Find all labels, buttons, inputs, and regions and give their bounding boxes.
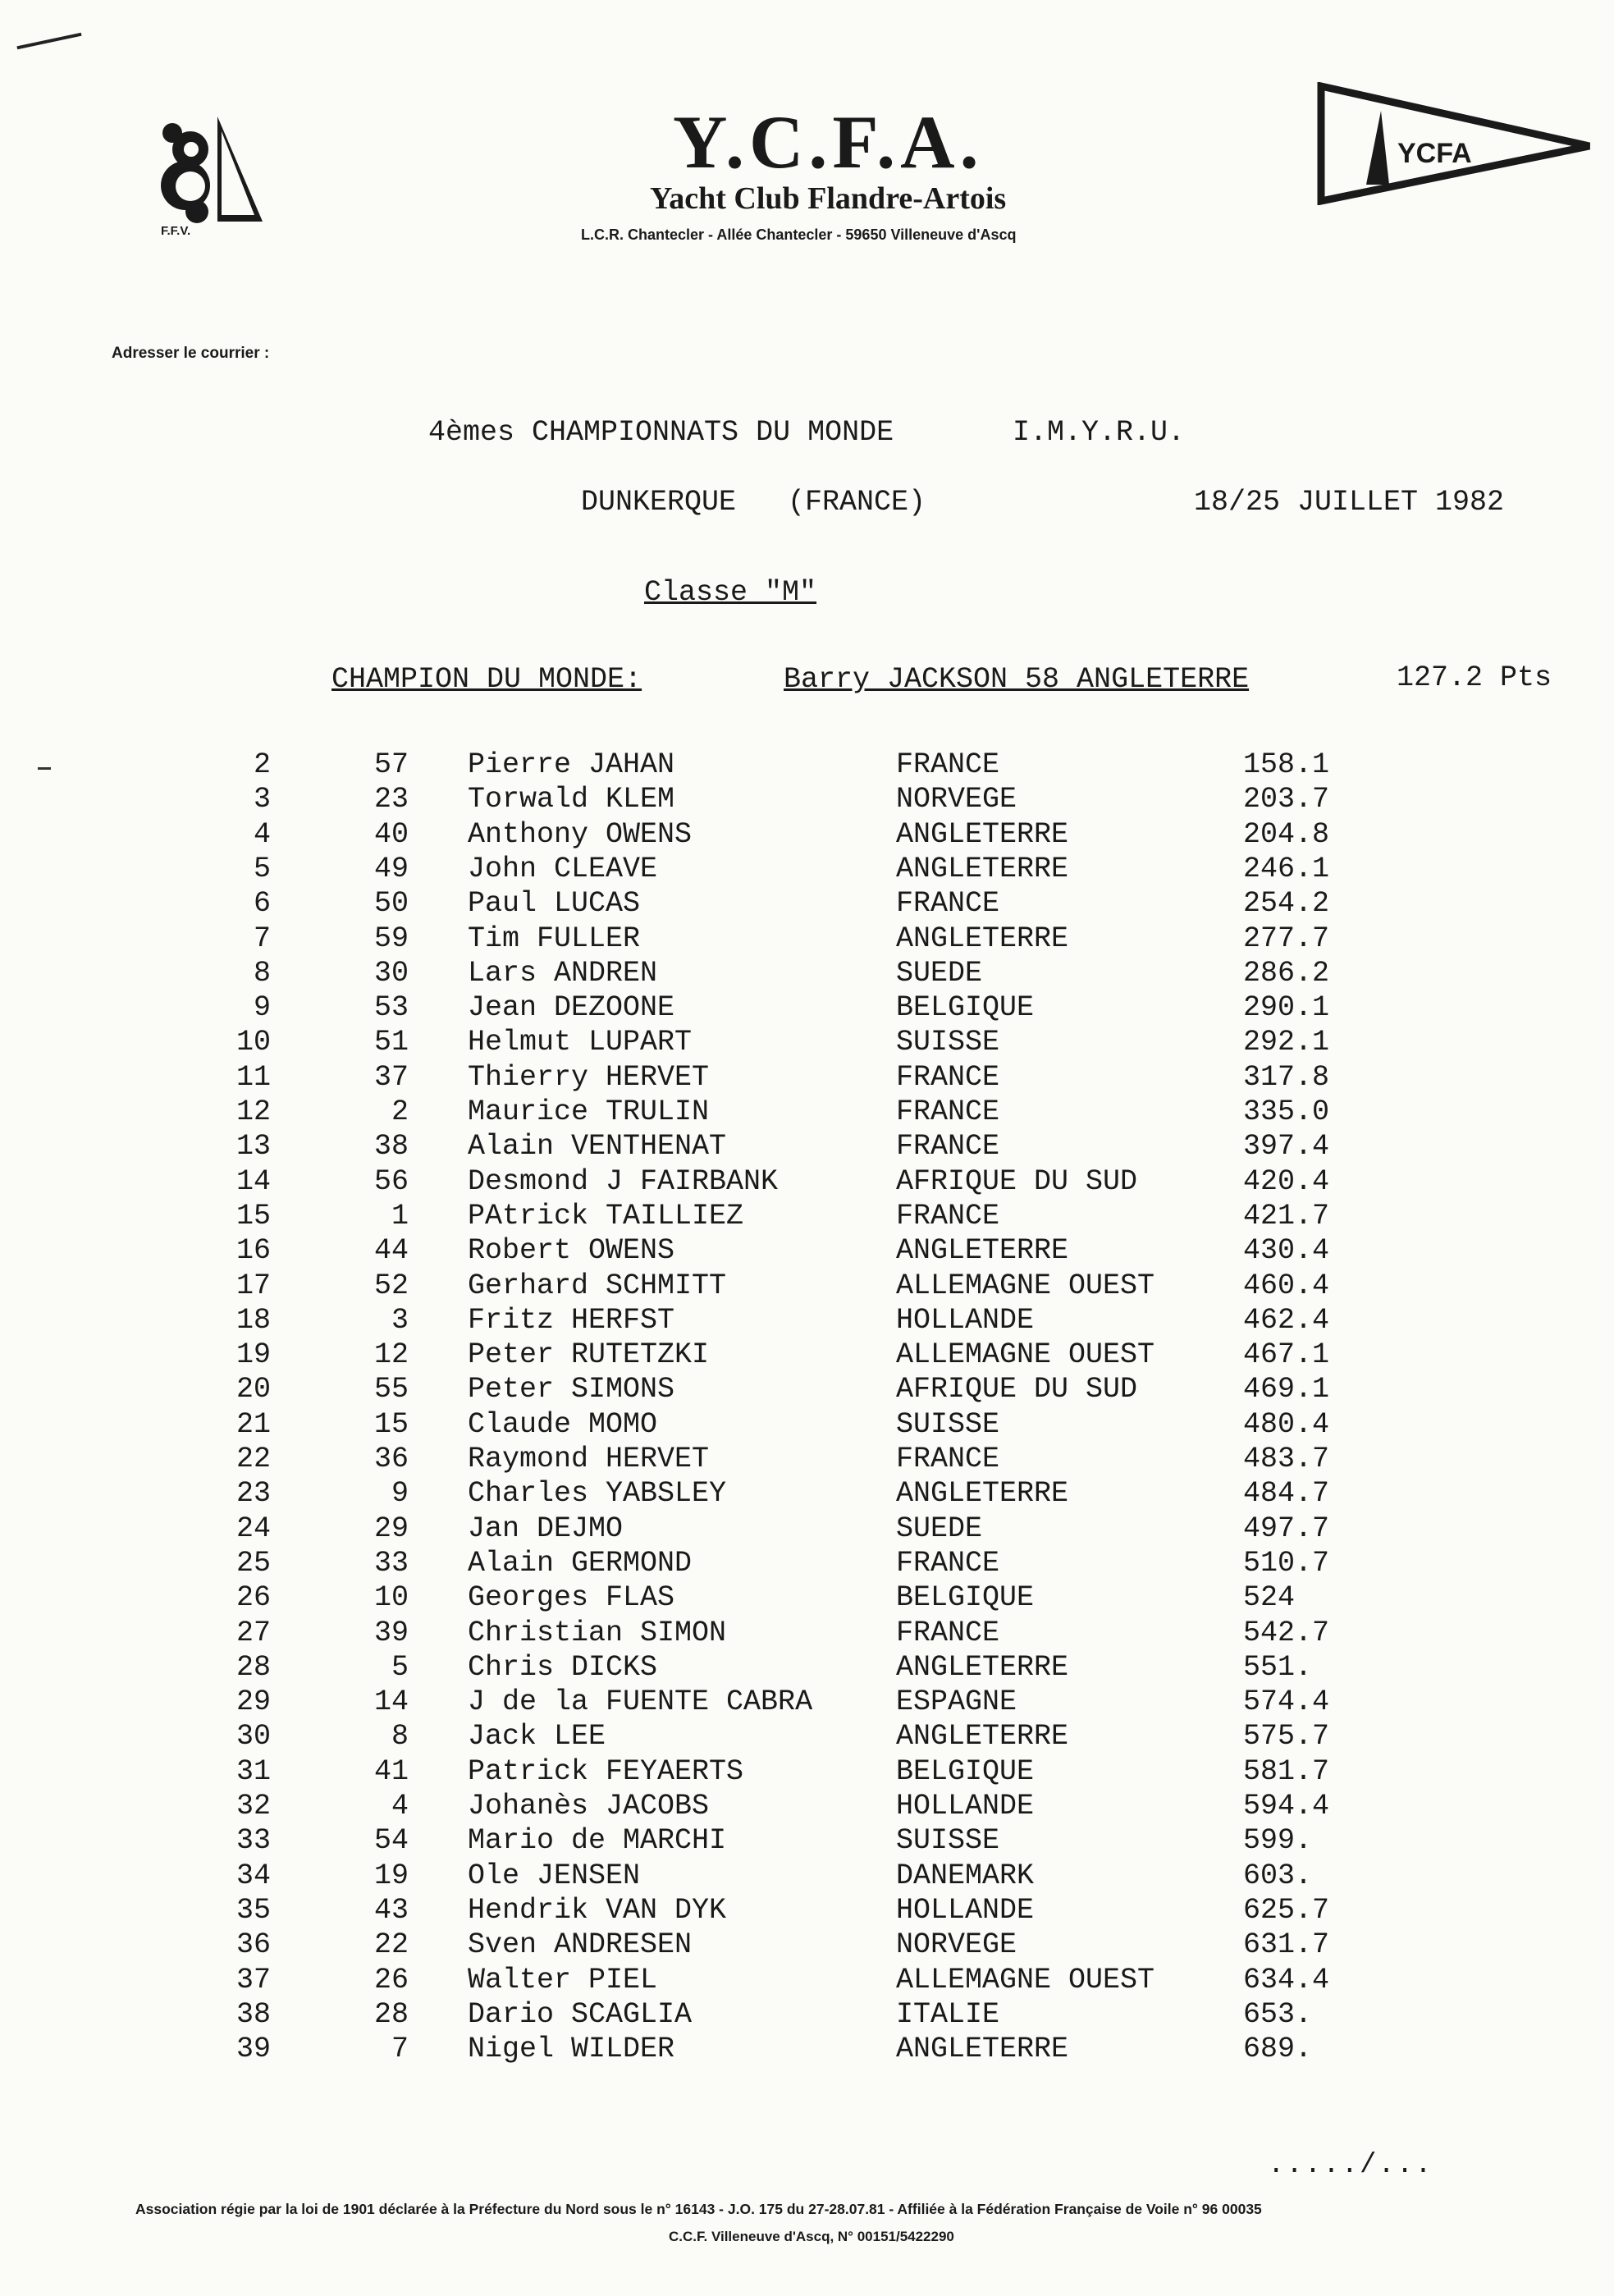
points-cell: 204.8 — [1243, 817, 1330, 851]
ycfa-pennant-icon — [1317, 82, 1596, 205]
country-cell: ANGLETERRE — [896, 852, 1069, 885]
country-cell: FRANCE — [896, 1443, 1000, 1475]
sail-number-cell: 52 — [373, 1269, 409, 1302]
points-cell: 462.4 — [1243, 1303, 1330, 1337]
sail-number-cell: 38 — [373, 1130, 409, 1164]
rank-cell: 9 — [253, 991, 271, 1025]
sail-number-cell: 55 — [373, 1373, 409, 1406]
points-cell: 634.4 — [1243, 1963, 1330, 1996]
table-row — [0, 1234, 1614, 1269]
country-cell: NORVEGE — [896, 783, 1017, 816]
footer-account: C.C.F. Villeneuve d'Ascq, N° 00151/5422290 — [669, 2229, 954, 2244]
points-cell: 277.7 — [1243, 922, 1330, 955]
rank-cell: 35 — [235, 1893, 271, 1927]
points-cell: 483.7 — [1243, 1443, 1330, 1475]
points-cell: 581.7 — [1243, 1754, 1330, 1788]
country-cell: FRANCE — [896, 1546, 1000, 1580]
table-row — [0, 1477, 1614, 1512]
sail-number-cell: 37 — [373, 1060, 409, 1094]
rank-cell: 7 — [253, 922, 271, 955]
skipper-cell: Fritz HERFST — [468, 1303, 675, 1337]
sail-number-cell: 51 — [373, 1026, 409, 1059]
table-row — [0, 1859, 1614, 1894]
country-cell: FRANCE — [896, 887, 1000, 921]
country-cell: ALLEMAGNE OUEST — [896, 1963, 1155, 1996]
country-cell: ANGLETERRE — [896, 817, 1069, 851]
country-cell: FRANCE — [896, 748, 1000, 781]
skipper-cell: Hendrik VAN DYK — [468, 1893, 727, 1927]
skipper-cell: Peter SIMONS — [468, 1373, 675, 1406]
sail-number-cell: 56 — [373, 1164, 409, 1198]
ffv-logo-icon — [139, 107, 271, 230]
rank-cell: 20 — [235, 1373, 271, 1406]
sail-number-cell: 1 — [391, 1199, 409, 1233]
skipper-cell: Gerhard SCHMITT — [468, 1269, 727, 1302]
points-cell: 335.0 — [1243, 1095, 1330, 1128]
rank-cell: 15 — [235, 1199, 271, 1233]
points-cell: 254.2 — [1243, 887, 1330, 921]
skipper-cell: Charles YABSLEY — [468, 1477, 727, 1511]
table-row — [0, 1443, 1614, 1477]
skipper-cell: Torwald KLEM — [468, 783, 675, 816]
sail-number-cell: 9 — [391, 1477, 409, 1511]
points-cell: 480.4 — [1243, 1407, 1330, 1441]
rank-cell: 17 — [235, 1269, 271, 1302]
country-cell: BELGIQUE — [896, 1754, 1035, 1788]
rank-cell: 18 — [235, 1303, 271, 1337]
sail-number-cell: 41 — [373, 1754, 409, 1788]
country-cell: FRANCE — [896, 1060, 1000, 1094]
skipper-cell: Helmut LUPART — [468, 1026, 693, 1059]
table-row — [0, 991, 1614, 1026]
sail-number-cell: 54 — [373, 1824, 409, 1858]
points-cell: 574.4 — [1243, 1685, 1330, 1719]
club-address: L.C.R. Chantecler - Allée Chantecler - 59650 Villeneuve d'Ascq — [581, 226, 1017, 243]
skipper-cell: Jan DEJMO — [468, 1512, 624, 1545]
rank-cell: 14 — [235, 1164, 271, 1198]
sail-number-cell: 8 — [391, 1720, 409, 1754]
skipper-cell: Paul LUCAS — [468, 887, 641, 921]
table-row — [0, 1928, 1614, 1963]
skipper-cell: J de la FUENTE CABRA — [468, 1685, 813, 1719]
points-cell: 292.1 — [1243, 1026, 1330, 1059]
skipper-cell: Alain GERMOND — [468, 1546, 693, 1580]
sail-number-cell: 26 — [373, 1963, 409, 1996]
country-cell: FRANCE — [896, 1616, 1000, 1649]
class-line: Classe "M" — [644, 576, 817, 609]
sail-number-cell: 39 — [373, 1616, 409, 1649]
points-cell: 397.4 — [1243, 1130, 1330, 1164]
sail-number-cell: 44 — [373, 1234, 409, 1268]
skipper-cell: Dario SCAGLIA — [468, 1997, 693, 2031]
points-cell: 603. — [1243, 1859, 1313, 1892]
skipper-cell: Nigel WILDER — [468, 2033, 675, 2066]
organization: I.M.Y.R.U. — [1013, 416, 1186, 449]
country-cell: SUISSE — [896, 1026, 1000, 1059]
table-row — [0, 1581, 1614, 1616]
rank-cell: 6 — [253, 887, 271, 921]
sail-number-cell: 12 — [373, 1338, 409, 1372]
country-cell: ALLEMAGNE OUEST — [896, 1269, 1155, 1302]
points-cell: 524 — [1243, 1581, 1296, 1615]
sail-number-cell: 22 — [373, 1928, 409, 1962]
table-row — [0, 1130, 1614, 1164]
points-cell: 460.4 — [1243, 1269, 1330, 1302]
skipper-cell: Ole JENSEN — [468, 1859, 641, 1892]
sail-number-cell: 57 — [373, 748, 409, 781]
country-cell: HOLLANDE — [896, 1303, 1035, 1337]
skipper-cell: Walter PIEL — [468, 1963, 658, 1996]
skipper-cell: Peter RUTETZKI — [468, 1338, 710, 1372]
mail-label: Adresser le courrier : — [112, 345, 270, 362]
table-row — [0, 1512, 1614, 1547]
country-cell: BELGIQUE — [896, 991, 1035, 1025]
country-cell: FRANCE — [896, 1130, 1000, 1164]
table-row — [0, 1685, 1614, 1720]
champion-name: Barry JACKSON 58 ANGLETERRE — [784, 663, 1250, 696]
champion-points: 127.2 Pts — [1397, 661, 1552, 694]
skipper-cell: Pierre JAHAN — [468, 748, 675, 781]
points-cell: 497.7 — [1243, 1512, 1330, 1545]
rank-cell: 30 — [235, 1720, 271, 1754]
points-cell: 203.7 — [1243, 783, 1330, 816]
table-row — [0, 1894, 1614, 1928]
rank-cell: 37 — [235, 1963, 271, 1996]
points-cell: 689. — [1243, 2033, 1313, 2066]
venue-country: (FRANCE) — [788, 486, 926, 519]
skipper-cell: Sven ANDRESEN — [468, 1928, 693, 1962]
sail-number-cell: 30 — [373, 956, 409, 990]
country-cell: FRANCE — [896, 1095, 1000, 1128]
points-cell: 575.7 — [1243, 1720, 1330, 1754]
country-cell: AFRIQUE DU SUD — [896, 1373, 1138, 1406]
sail-number-cell: 2 — [391, 1095, 409, 1128]
points-cell: 290.1 — [1243, 991, 1330, 1025]
country-cell: ANGLETERRE — [896, 922, 1069, 955]
sail-number-cell: 28 — [373, 1997, 409, 2031]
country-cell: ANGLETERRE — [896, 1650, 1069, 1684]
country-cell: FRANCE — [896, 1199, 1000, 1233]
table-row — [0, 1755, 1614, 1790]
table-row — [0, 748, 1614, 783]
rank-cell: 3 — [253, 783, 271, 816]
table-row — [0, 783, 1614, 817]
skipper-cell: Robert OWENS — [468, 1234, 675, 1268]
rank-cell: 2 — [253, 748, 271, 781]
skipper-cell: John CLEAVE — [468, 852, 658, 885]
footer-association: Association régie par la loi de 1901 déclarée à la Préfecture du Nord sous le n° 16143 - J.O. 175 du 27-28.07.81 - Affiliée à la Fédération Française de Voile n° 96 00035 — [135, 2201, 1262, 2217]
skipper-cell: Jean DEZOONE — [468, 991, 675, 1025]
table-row — [0, 1269, 1614, 1304]
rank-cell: 28 — [235, 1650, 271, 1684]
table-row — [0, 1061, 1614, 1095]
skipper-cell: Georges FLAS — [468, 1581, 675, 1615]
points-cell: 510.7 — [1243, 1546, 1330, 1580]
rank-cell: 12 — [235, 1095, 271, 1128]
rank-cell: 13 — [235, 1130, 271, 1164]
country-cell: BELGIQUE — [896, 1581, 1035, 1615]
country-cell: SUEDE — [896, 956, 983, 990]
points-cell: 420.4 — [1243, 1164, 1330, 1198]
champion-label: CHAMPION DU MONDE: — [331, 663, 642, 696]
country-cell: SUISSE — [896, 1824, 1000, 1858]
sail-number-cell: 23 — [373, 783, 409, 816]
rank-cell: 21 — [235, 1407, 271, 1441]
country-cell: HOLLANDE — [896, 1790, 1035, 1823]
table-row — [0, 922, 1614, 957]
skipper-cell: Lars ANDREN — [468, 956, 658, 990]
points-cell: 469.1 — [1243, 1373, 1330, 1406]
sail-number-cell: 19 — [373, 1859, 409, 1892]
rank-cell: 36 — [235, 1928, 271, 1962]
rank-cell: 39 — [235, 2033, 271, 2066]
sail-number-cell: 7 — [391, 2033, 409, 2066]
skipper-cell: Johanès JACOBS — [468, 1790, 710, 1823]
sail-number-cell: 5 — [391, 1650, 409, 1684]
table-row — [0, 853, 1614, 887]
table-row — [0, 1200, 1614, 1234]
sail-number-cell: 53 — [373, 991, 409, 1025]
points-cell: 653. — [1243, 1997, 1313, 2031]
country-cell: ANGLETERRE — [896, 1720, 1069, 1754]
sail-number-cell: 33 — [373, 1546, 409, 1580]
sail-number-cell: 50 — [373, 887, 409, 921]
rank-cell: 38 — [235, 1997, 271, 2031]
table-row — [0, 1095, 1614, 1130]
country-cell: ANGLETERRE — [896, 1234, 1069, 1268]
rank-cell: 23 — [235, 1477, 271, 1511]
table-row — [0, 1408, 1614, 1443]
club-acronym: Y.C.F.A. — [673, 100, 984, 184]
rank-cell: 29 — [235, 1685, 271, 1719]
table-row — [0, 2033, 1614, 2067]
points-cell: 467.1 — [1243, 1338, 1330, 1372]
ffv-label: F.F.V. — [161, 224, 191, 238]
skipper-cell: Desmond J FAIRBANK — [468, 1164, 779, 1198]
sail-number-cell: 14 — [373, 1685, 409, 1719]
points-cell: 421.7 — [1243, 1199, 1330, 1233]
country-cell: ITALIE — [896, 1997, 1000, 2031]
sail-number-cell: 43 — [373, 1893, 409, 1927]
continued-marker: ...../... — [1268, 2150, 1433, 2181]
table-row — [0, 1790, 1614, 1824]
table-row — [0, 957, 1614, 991]
country-cell: DANEMARK — [896, 1859, 1035, 1892]
table-row — [0, 1373, 1614, 1407]
points-cell: 594.4 — [1243, 1790, 1330, 1823]
rank-cell: 22 — [235, 1443, 271, 1475]
country-cell: ALLEMAGNE OUEST — [896, 1338, 1155, 1372]
pen-mark — [16, 33, 81, 50]
rank-cell: 24 — [235, 1512, 271, 1545]
points-cell: 551. — [1243, 1650, 1313, 1684]
event-dates: 18/25 JUILLET 1982 — [1194, 486, 1505, 519]
rank-cell: 34 — [235, 1859, 271, 1892]
rank-cell: 11 — [235, 1060, 271, 1094]
sail-number-cell: 36 — [373, 1443, 409, 1475]
table-row — [0, 818, 1614, 853]
venue: DUNKERQUE — [581, 486, 737, 519]
table-row — [0, 1651, 1614, 1685]
rank-cell: 5 — [253, 852, 271, 885]
sail-number-cell: 4 — [391, 1790, 409, 1823]
skipper-cell: Jack LEE — [468, 1720, 606, 1754]
table-row — [0, 1964, 1614, 1998]
sail-number-cell: 40 — [373, 817, 409, 851]
skipper-cell: Anthony OWENS — [468, 817, 693, 851]
table-row — [0, 1720, 1614, 1754]
points-cell: 599. — [1243, 1824, 1313, 1858]
country-cell: ANGLETERRE — [896, 2033, 1069, 2066]
table-row — [0, 1338, 1614, 1373]
country-cell: SUISSE — [896, 1407, 1000, 1441]
rank-cell: 31 — [235, 1754, 271, 1788]
points-cell: 631.7 — [1243, 1928, 1330, 1962]
skipper-cell: Chris DICKS — [468, 1650, 658, 1684]
skipper-cell: Thierry HERVET — [468, 1060, 710, 1094]
skipper-cell: Claude MOMO — [468, 1407, 658, 1441]
sail-number-cell: 49 — [373, 852, 409, 885]
rank-cell: 8 — [253, 956, 271, 990]
skipper-cell: Patrick FEYAERTS — [468, 1754, 744, 1788]
rank-cell: 33 — [235, 1824, 271, 1858]
rank-cell: 25 — [235, 1546, 271, 1580]
club-name: Yacht Club Flandre-Artois — [650, 181, 1007, 216]
points-cell: 625.7 — [1243, 1893, 1330, 1927]
table-row — [0, 1165, 1614, 1200]
skipper-cell: Raymond HERVET — [468, 1443, 710, 1475]
rank-cell: 26 — [235, 1581, 271, 1615]
rank-cell: 32 — [235, 1790, 271, 1823]
points-cell: 430.4 — [1243, 1234, 1330, 1268]
country-cell: AFRIQUE DU SUD — [896, 1164, 1138, 1198]
table-row — [0, 1617, 1614, 1651]
skipper-cell: Mario de MARCHI — [468, 1824, 727, 1858]
table-row — [0, 1824, 1614, 1859]
sail-number-cell: 59 — [373, 922, 409, 955]
skipper-cell: Christian SIMON — [468, 1616, 727, 1649]
table-row — [0, 1304, 1614, 1338]
championship-title: 4èmes CHAMPIONNATS DU MONDE — [428, 416, 894, 449]
country-cell: ESPAGNE — [896, 1685, 1017, 1719]
sail-number-cell: 29 — [373, 1512, 409, 1545]
points-cell: 246.1 — [1243, 852, 1330, 885]
rank-cell: 27 — [235, 1616, 271, 1649]
sail-number-cell: 15 — [373, 1407, 409, 1441]
rank-cell: 19 — [235, 1338, 271, 1372]
skipper-cell: PAtrick TAILLIEZ — [468, 1199, 744, 1233]
points-cell: 484.7 — [1243, 1477, 1330, 1511]
table-row — [0, 1547, 1614, 1581]
country-cell: HOLLANDE — [896, 1893, 1035, 1927]
table-row — [0, 1026, 1614, 1060]
country-cell: NORVEGE — [896, 1928, 1017, 1962]
rank-cell: 4 — [253, 817, 271, 851]
points-cell: 158.1 — [1243, 748, 1330, 781]
pennant-text: YCFA — [1397, 138, 1472, 169]
country-cell: ANGLETERRE — [896, 1477, 1069, 1511]
points-cell: 317.8 — [1243, 1060, 1330, 1094]
rank-cell: 16 — [235, 1234, 271, 1268]
skipper-cell: Maurice TRULIN — [468, 1095, 710, 1128]
rank-cell: 10 — [235, 1026, 271, 1059]
sail-number-cell: 10 — [373, 1581, 409, 1615]
points-cell: 542.7 — [1243, 1616, 1330, 1649]
table-row — [0, 887, 1614, 922]
sail-number-cell: 3 — [391, 1303, 409, 1337]
skipper-cell: Alain VENTHENAT — [468, 1130, 727, 1164]
country-cell: SUEDE — [896, 1512, 983, 1545]
table-row — [0, 1998, 1614, 2033]
points-cell: 286.2 — [1243, 956, 1330, 990]
skipper-cell: Tim FULLER — [468, 922, 641, 955]
